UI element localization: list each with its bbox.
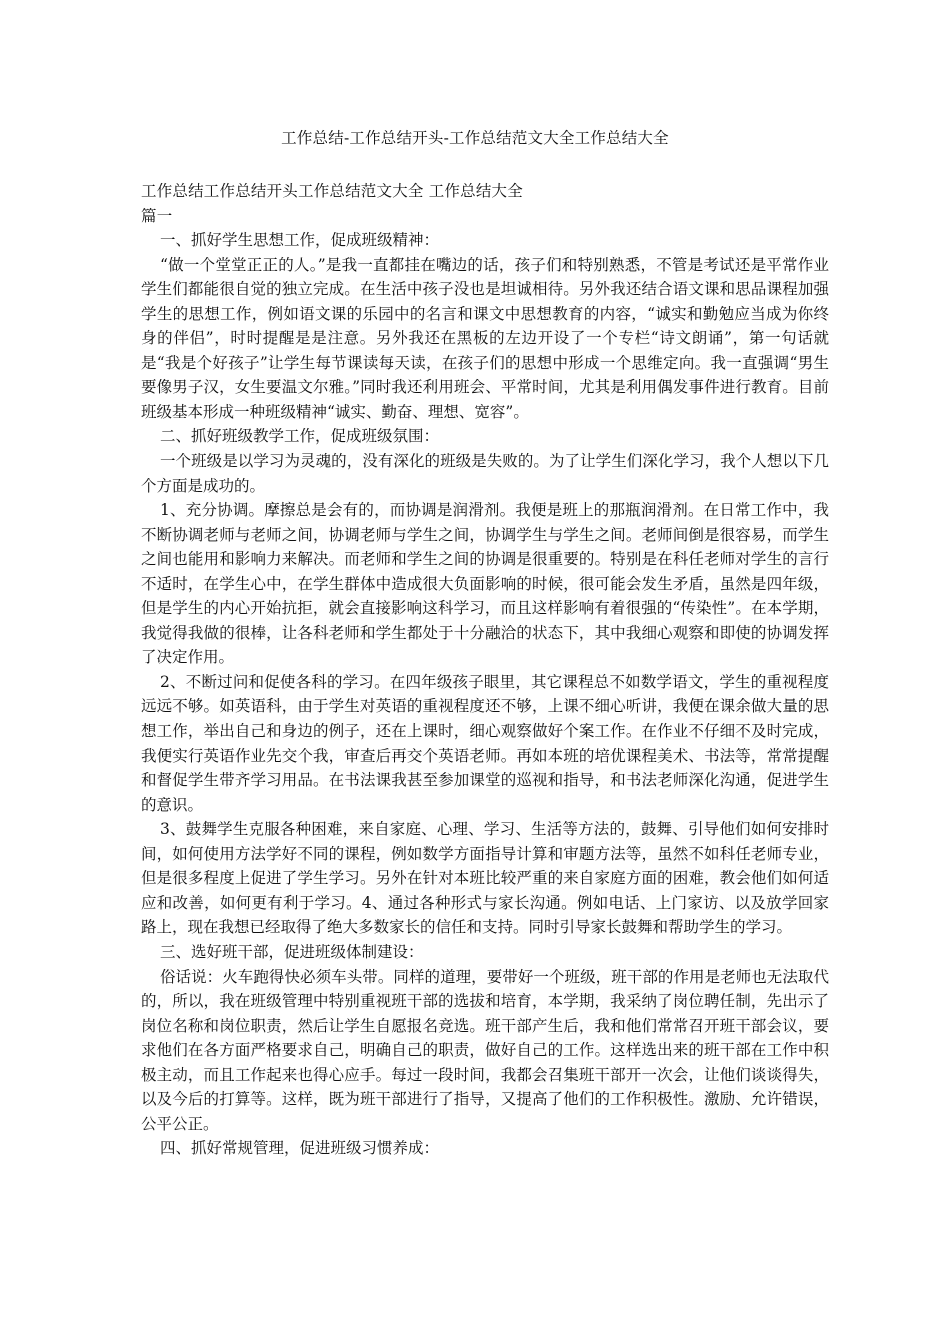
- paragraph-5: 3、鼓舞学生克服各种困难，来自家庭、心理、学习、生活等方法的，鼓舞、引导他们如何安排时间，如何使用方法学好不同的课程，例如数学方面指导计算和审题方法等，虽然不如科任老师专业，但是很多程度上促进了学生学习。另外在针对本班比较严重的来自家庭方面的困难，教会他们如何适应和改善，如何更有利于学习。4、通过各种形式与家长沟通。例如电话、上门家访、以及放学回家路上，现在我想已经取得了绝大多数家长的信任和支持。同时引导家长鼓舞和帮助学生的学习。: [141, 820, 829, 937]
- document-title: 工作总结-工作总结开头-工作总结范文大全工作总结大全: [281, 129, 669, 147]
- section-label: 篇一: [141, 206, 173, 225]
- section-heading-2: 二、抓好班级教学工作，促成班级氛围：: [160, 427, 440, 446]
- document-body: [141, 179, 829, 1161]
- paragraph-6: 俗话说：火车跑得快必须车头带。同样的道理，要带好一个班级，班干部的作用是老师也无法取代的，所以，我在班级管理中特别重视班干部的选拔和培育，本学期，我采纳了岗位聘任制，先出示了岗位名称和岗位职责，然后让学生自愿报名竞选。班干部产生后，我和他们常常召开班干部会议，要求他们在各方面严格要求自己，明确自己的职责，做好自己的工作。这样选出来的班干部在工作中积极主动，而且工作起来也得心应手。每过一段时间，我都会召集班干部开一次会，让他们谈谈得失，以及今后的打算等。这样，既为班干部进行了指导，又提高了他们的工作积极性。激励、允许错误，公平公正。: [141, 967, 829, 1133]
- section-heading-4: 四、抓好常规管理，促进班级习惯养成：: [160, 1139, 440, 1158]
- paragraph-3: 1、充分协调。摩擦总是会有的，而协调是润滑剂。我便是班上的那瓶润滑剂。在日常工作中，我不断协调老师与老师之间，协调老师与学生之间，协调学生与学生之间。老师间倒是很容易，而学生之间也能用和影响力来解决。而老师和学生之间的协调是很重要的。特别是在科任老师对学生的言行不适时，在学生心中，在学生群体中造成很大负面影响的时候，很可能会发生矛盾，虽然是四年级，但是学生的内心开始抗拒，就会直接影响这科学习，而且这样影响有着很强的“传染性”。在本学期，我觉得我做的很棒，让各科老师和学生都处于十分融洽的状态下，其中我细心观察和即使的协调发挥了决定作用。: [141, 501, 829, 667]
- document-subtitle: 工作总结工作总结开头工作总结范文大全 工作总结大全: [141, 182, 523, 200]
- paragraph-4: 2、不断过问和促使各科的学习。在四年级孩子眼里，其它课程总不如数学语文，学生的重视程度远远不够。如英语科，由于学生对英语的重视程度还不够，上课不细心听讲，我便在课余做大量的思想工作，举出自己和身边的例子，还在上课时，细心观察做好个案工作。在作业不仔细不及时完成，我便实行英语作业先交个我，审查后再交个英语老师。再如本班的培优课程美术、书法等，常常提醒和督促学生带齐学习用品。在书法课我甚至参加课堂的巡视和指导，和书法老师深化沟通，促进学生的意识。: [141, 672, 829, 814]
- section-heading-3: 三、选好班干部，促进班级体制建设：: [160, 942, 424, 961]
- paragraph-1: “做一个堂堂正正的人。”是我一直都挂在嘴边的话，孩子们和特别熟悉，不管是考试还是平常作业学生们都能很自觉的独立完成。在生活中孩子没也是坦诚相待。另外我还结合语文课和思品课程加强学生的思想工作，例如语文课的乐园中的名言和课文中思想教育的内容，“诚实和勤勉应当成为你终身的伴侣”，时时提醒是是注意。另外我还在黑板的左边开设了一个专栏“诗文朗诵”，第一句话就是“我是个好孩子”让学生每节课读每天读，在孩子们的思想中形成一个思维定向。我一直强调“男生要像男子汉，女生要温文尔雅。”同时我还利用班会、平常时间，尤其是利用偶发事件进行教育。目前班级基本形成一种班级精神“诚实、勤奋、理想、宽容”。: [141, 255, 829, 421]
- section-heading-1: 一、抓好学生思想工作，促成班级精神：: [160, 231, 440, 250]
- paragraph-2: 一个班级是以学习为灵魂的，没有深化的班级是失败的。为了让学生们深化学习，我个人想以下几个方面是成功的。: [141, 452, 829, 495]
